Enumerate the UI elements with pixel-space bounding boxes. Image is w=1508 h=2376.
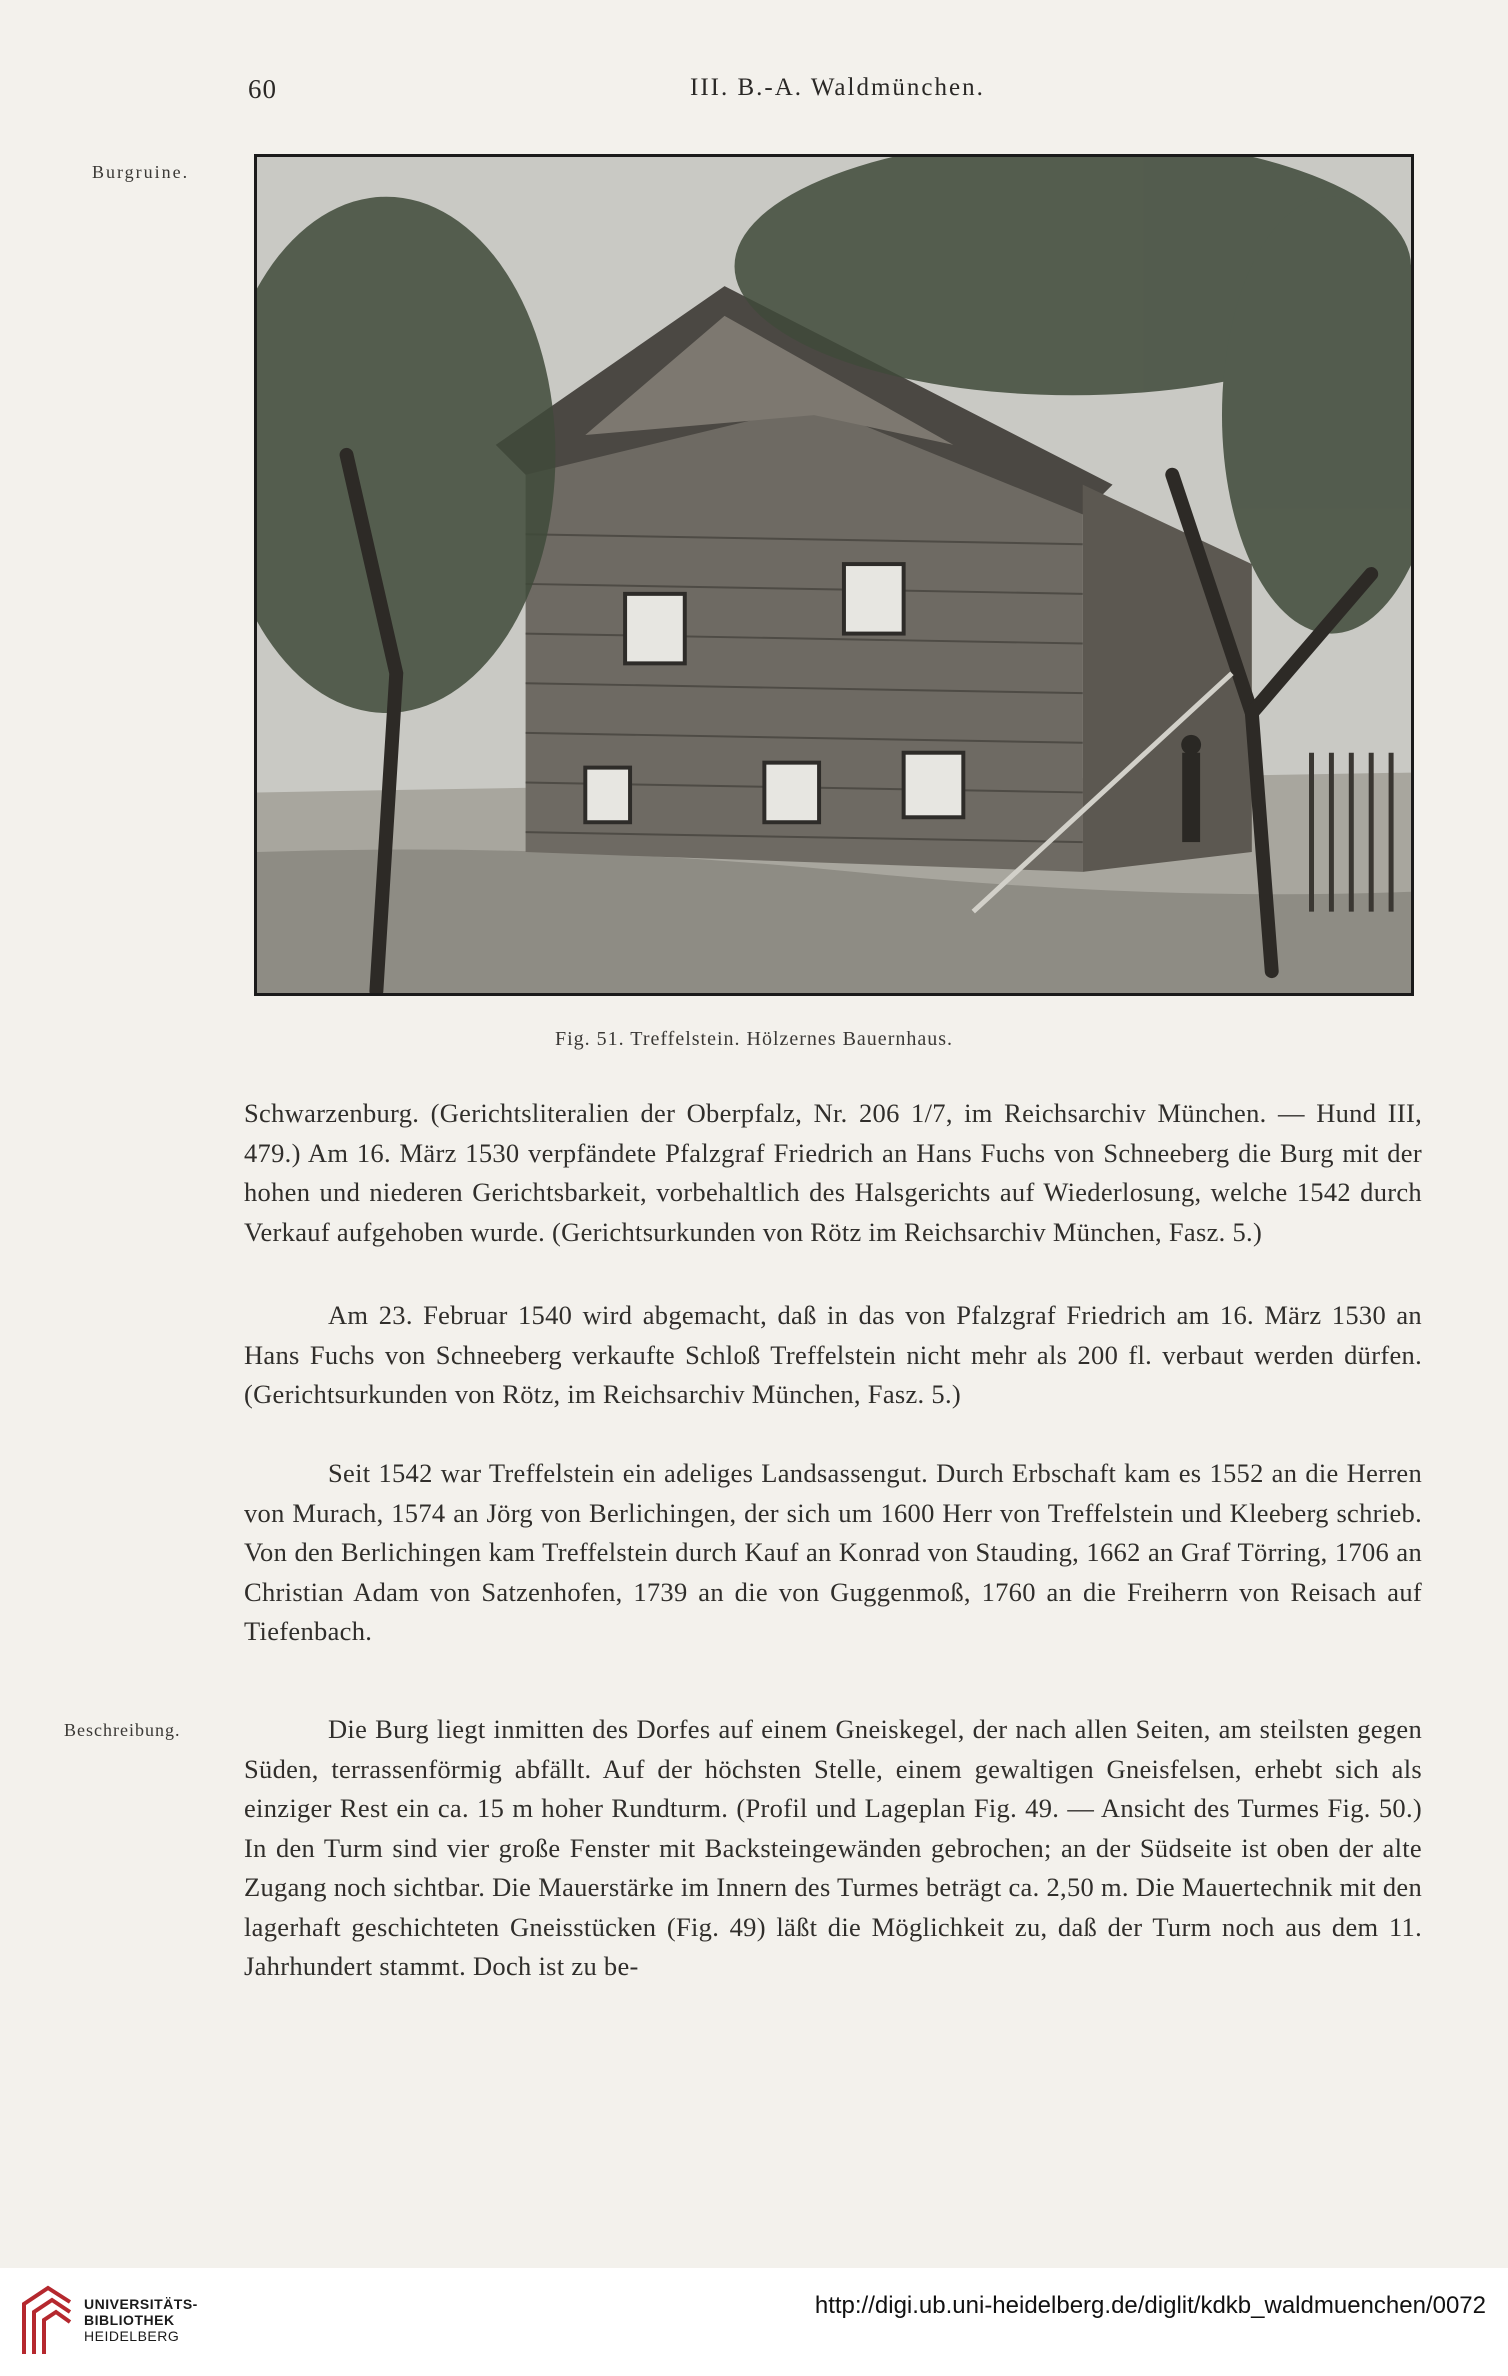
body-paragraph-2 bbox=[244, 1296, 1422, 1415]
paragraph-text: Seit 1542 war Treffelstein ein adeliges Landsassengut. Durch Erbschaft kam es 1552 an die Herren von Murach, 1574 an Jörg von Berlichingen, der sich um 1600 Herr von Treffelstein und Kleeberg schrieb. Von den Berlichingen kam Treffelstein durch Kauf an Konrad von Stauding, 1662 an Graf Törring, 1706 an Christian Adam von Satzenhofen, 1739 an die von Guggenmoß, 1760 an die Freiherrn von Reisach auf Tiefenbach. bbox=[244, 1458, 1422, 1646]
footer-bar bbox=[0, 2268, 1508, 2376]
library-name-line: BIBLIOTHEK bbox=[84, 2312, 175, 2328]
library-name-line: HEIDELBERG bbox=[84, 2328, 180, 2344]
figure-photo bbox=[254, 154, 1414, 996]
running-head: III. B.-A. Waldmünchen. bbox=[690, 74, 985, 101]
library-logo-icon bbox=[18, 2284, 76, 2358]
body-paragraph-3 bbox=[244, 1454, 1422, 1652]
source-url-link[interactable]: http://digi.ub.uni-heidelberg.de/diglit/kdkb_waldmuenchen/0072 bbox=[814, 2292, 1486, 2319]
margin-note-burgruine: Burgruine. bbox=[92, 162, 190, 182]
library-name bbox=[84, 2296, 198, 2344]
figure-caption: Fig. 51. Treffelstein. Hölzernes Bauernhaus. bbox=[554, 1028, 954, 1050]
body-paragraph-4 bbox=[244, 1710, 1422, 1987]
library-name-line: UNIVERSITÄTS- bbox=[84, 2296, 198, 2312]
paragraph-text: Schwarzenburg. (Gerichtsliteralien der Oberpfalz, Nr. 206 1/7, im Reichsarchiv München. — Hund III, 479.) Am 16. März 1530 verpfändete Pfalzgraf Friedrich an Hans Fuchs von Schneeberg die Burg mit der hohen und niederen Gerichtsbarkeit, vorbehaltlich des Halsgerichts auf Wiederlosung, welche 1542 durch Verkauf aufgehoben wurde. (Gerichtsurkunden von Rötz im Reichsarchiv München, Fasz. 5.) bbox=[244, 1098, 1422, 1247]
paragraph-text: Am 23. Februar 1540 wird abgemacht, daß in das von Pfalzgraf Friedrich am 16. März 1530 an Hans Fuchs von Schneeberg verkaufte Schloß Treffelstein nicht mehr als 200 fl. verbaut werden dürfen. (Gerichtsurkunden von Rötz, im Reichsarchiv München, Fasz. 5.) bbox=[244, 1300, 1422, 1409]
page-number: 60 bbox=[248, 74, 277, 104]
paragraph-text: Die Burg liegt inmitten des Dorfes auf einem Gneiskegel, der nach allen Seiten, am steilsten gegen Süden, terrassenförmig abfällt. Auf der höchsten Stelle, einem gewaltigen Gneisfelsen, erhebt sich als einziger Rest ein ca. 15 m hoher Rundturm. (Profil und Lageplan Fig. 49. — Ansicht des Turmes Fig. 50.) In den Turm sind vier große Fenster mit Backsteingewänden gebrochen; an der Südseite ist oben der alte Zugang noch sichtbar. Die Mauerstärke im Innern des Turmes beträgt ca. 2,50 m. Die Mauertechnik mit den lagerhaft geschichteten Gneisstücken (Fig. 49) läßt die Möglichkeit zu, daß der Turm noch aus dem 11. Jahrhundert stammt. Doch ist zu be- bbox=[244, 1714, 1422, 1981]
body-paragraph-1 bbox=[244, 1094, 1422, 1252]
margin-note-beschreibung: Beschreibung. bbox=[64, 1720, 181, 1740]
